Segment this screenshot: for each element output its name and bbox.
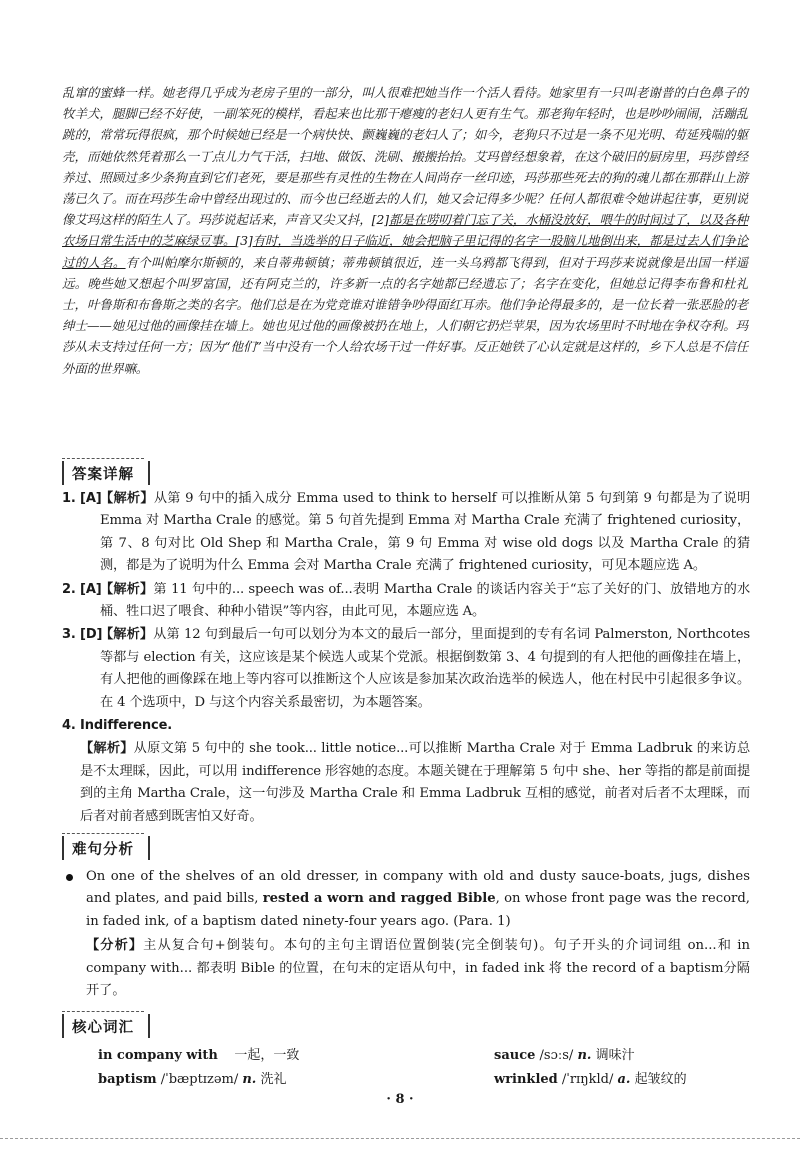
answer-number: 1. [A] — [62, 491, 102, 506]
answer-item — [62, 579, 750, 624]
sentence-bold-part: rested a worn and ragged Bible — [262, 891, 496, 907]
vocab-row — [98, 1044, 718, 1068]
vocab-pos: a. — [617, 1072, 631, 1087]
vocab-meaning: 一起，一致 — [234, 1048, 300, 1063]
underlined-phrase-3: 有时，当选举的日子临近，她会把脑子里记得的名字一股脑儿地倒出来，都是过去人们争论过的人名。 — [62, 233, 748, 270]
answer-number: 2. [A] — [62, 581, 102, 597]
title-left-bar — [62, 1014, 64, 1038]
sentence-analysis — [62, 935, 750, 1002]
translation-text-1: 乱窜的蜜蜂一样。她老得几乎成为老房子里的一部分，叫人很难把她当作一个活人看待。她家里有一只叫老谢普的白色鼻子的牧羊犬，腿脚已经不好使，一副笨死的模样，看起来也比那干瘪瘦的老妇人更有生气。那老狗年轻时，也是吵吵闹闹，活蹦乱跳的，常常玩得很疯，那个时候她已经是一个病快快、颤巍巍的老妇人了；如今，老狗只不过是一条不见光明、苟延残喘的躯壳，而她依然凭着那么一丁点儿力气干活，扫地、做饭、洗刷、搬搬抬抬。艾玛曾经想象着，在这个破旧的厨房里，玛莎曾经养过、照顾过多少条狗直到它们老死，要是那些有灵性的生物在人间尚存一丝印迹，玛莎那些死去的狗的魂儿都在那群山上游荡已久了。而在玛莎生命中曾经出现过的、而今也已经逝去的人们，她又会记得多少呢？任何人都很难令她讲起往事，更别说像艾玛这样的陌生人了。玛莎说起话来，声音又尖又抖，[2] — [62, 85, 748, 228]
translation-marker-3: [3] — [235, 233, 253, 249]
vocab-pronunciation: /ˈbæptɪzəm/ — [160, 1072, 239, 1087]
difficult-sentence-section — [62, 866, 750, 1002]
vocab-pos: n. — [577, 1048, 592, 1063]
difficult-title-text: 难句分析 — [72, 842, 134, 858]
title-left-bar — [62, 836, 64, 860]
example-sentence — [62, 866, 750, 933]
page-number: · 8 · — [386, 1092, 414, 1107]
answer-text: 从第 9 句中的插入成分 Emma used to think to herself 可以推断从第 5 句到第 9 句都是为了说明 Emma 对 Martha Crale 的感觉。第 5 句首先提到 Emma 对 Martha Crale 充满了 frightened curiosity，第 7、8 句对比 Old Shep 和 Martha Crale，第 9 句 Emma 对 wise old dogs 以及 Martha Crale 的猜测，都是为了说明为什么 Emma 会对 Martha Crale 充满了 frightened curiosity，可见本题应选 A。 — [100, 491, 750, 574]
vocab-meaning: 调味汁 — [595, 1048, 635, 1063]
sentence-part-a: On one of the shelves of an old dresser, in company with old and dusty sauce-boats, jugs, dishes and plates, and paid bills, — [86, 869, 750, 907]
answer-item — [62, 738, 750, 828]
answer-text: 第 11 句中的... speech was of...表明 Martha Crale 的谈话内容关于“忘了关好的门、放错地方的水桶、牲口迟了喂食、种种小错误”等内容，由此可见，本题应选 A。 — [100, 581, 750, 620]
answer-tag: 【解析】 — [80, 741, 134, 757]
vocab-word: baptism — [98, 1072, 157, 1087]
vocab-meaning: 洗礼 — [260, 1072, 287, 1087]
answers-section-title — [62, 461, 144, 485]
vocab-row — [98, 1068, 718, 1092]
vocab-section-title — [62, 1014, 144, 1038]
answer-tag: 【解析】 — [100, 627, 154, 643]
vocab-word: in company with — [98, 1048, 218, 1063]
answers-title-text: 答案详解 — [72, 467, 134, 483]
answer-item — [62, 624, 750, 714]
vocab-section — [98, 1044, 718, 1092]
vocab-word: sauce — [494, 1048, 536, 1063]
vocab-entry — [494, 1044, 635, 1068]
answer-tag: 【解析】 — [100, 491, 154, 506]
answer-item — [62, 488, 750, 578]
vocab-pronunciation: /ˈrɪŋkld/ — [561, 1072, 614, 1087]
answers-section — [62, 488, 750, 829]
vocab-entry — [98, 1044, 299, 1068]
bullet-icon — [66, 874, 73, 881]
answer-number: 3. [D] — [62, 627, 103, 643]
sentence-part-b: , on whose front page was the record, in faded ink, of a baptism dated ninety-four years ago. (Para. 1) — [86, 891, 750, 929]
bottom-divider — [0, 1138, 800, 1139]
vocab-word: wrinkled — [494, 1072, 558, 1087]
answer-text: 从原文第 5 句中的 she took... little notice...可以推断 Martha Crale 对于 Emma Ladbruk 的来访总是不太理睬，因此，可以用 indifference 形容她的态度。本题关键在于理解第 5 句中 she、her 等指的都是前面提到的主角 Martha Crale，这一句涉及 Martha Crale 和 Emma Ladbruk 互相的感觉，前者对后者不太理睬，而后者对前者感到既害怕又好奇。 — [80, 741, 750, 824]
translation-passage — [62, 82, 748, 379]
vocab-meaning: 起皱纹的 — [634, 1072, 687, 1087]
difficult-sentence-section-title — [62, 836, 144, 860]
analysis-text: 主从复合句+倒装句。本句的主句主谓语位置倒装(完全倒装句)。句子开头的介词词组 on...和 in company with... 都表明 Bible 的位置，在句末的定语从句中，in faded ink 将 the record of a baptism分隔开了。 — [86, 938, 750, 999]
translation-paragraph — [62, 82, 748, 379]
vocab-entry — [98, 1068, 287, 1092]
answer-tag: 【解析】 — [100, 581, 154, 597]
vocab-entry — [494, 1068, 687, 1092]
title-left-bar — [62, 461, 64, 485]
vocab-pronunciation: /sɔːs/ — [539, 1048, 574, 1063]
answer-4-heading: 4. Indifference. — [62, 718, 173, 734]
answer-text: 从第 12 句到最后一句可以划分为本文的最后一部分，里面提到的专有名词 Palmerston, Northcotes 等都与 election 有关，这应该是某个候选人或某个党派。根据倒数第 3、4 句提到的有人把他的画像挂在墙上，有人把他的画像踩在地上等内容可以推断这个人应该是参加某次政治选举的候选人，他在村民中引起很多争议。在 4 个选项中，D 与这个内容关系最密切，为本题答案。 — [100, 627, 750, 710]
analysis-tag: 【分析】 — [86, 938, 144, 954]
translation-text-2: 有个叫帕摩尔斯顿的，来自蒂弗顿镇；蒂弗顿镇很近，连一头乌鸦都飞得到，但对于玛莎来说就像是出国一样遥远。晚些她又想起个叫罗富国，还有阿克兰的，许多新一点的名字她都已经遗忘了；名字在变化，但她总记得李布鲁和杜礼士，叶鲁斯和布鲁斯之类的名字。他们总是在为党竞谁对谁错争吵得面红耳赤。他们争论得最多的，是一位长着一张恶脸的老绅士——她见过他的画像挂在墙上。她也见过他的画像被扔在地上，人们朝它扔烂苹果，因为农场里时不时地在争权夺利。玛莎从未支持过任何一方；因为“他们”当中没有一个人给农场干过一件好事。反正她铁了心认定就是这样的，乡下人总是不信任外面的世界嘛。 — [62, 254, 748, 376]
vocab-title-text: 核心词汇 — [72, 1020, 134, 1036]
underlined-phrase-2: 都是在唠叨着门忘了关，水桶没放好，喂牛的时间过了，以及各种农场日常生活中的芝麻绿豆事。 — [62, 212, 749, 249]
vocab-pos: n. — [242, 1072, 257, 1087]
